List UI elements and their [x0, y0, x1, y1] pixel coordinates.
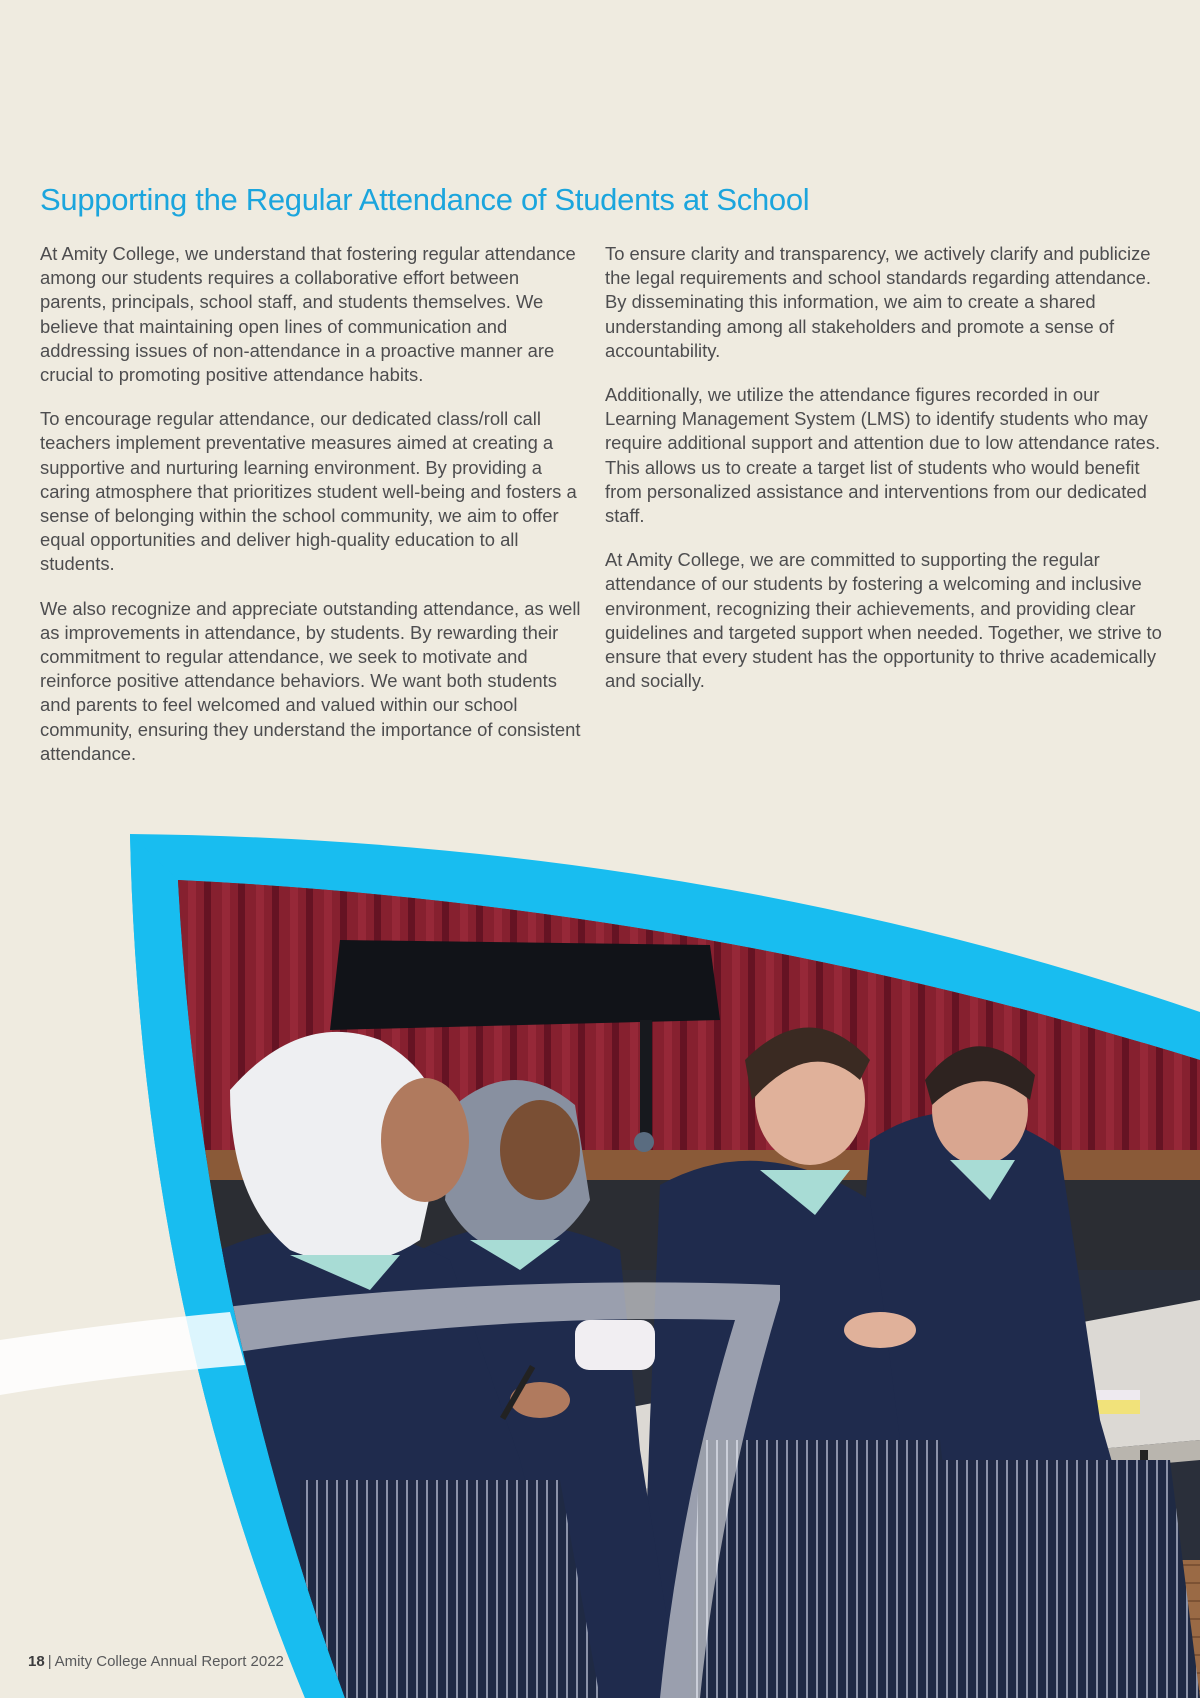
paragraph-recognition: We also recognize and appreciate outstanding attendance, as well as improvements in attendance, by students. By rewarding their commitment to regular attendance, we seek to motivate and reinforce positive attendance behaviors. We want both students and parents to feel welcomed and valued within our school community, ensuring they understand the importance of consistent attendance. — [40, 597, 581, 764]
publication-name: Amity College Annual Report 2022 — [54, 1653, 284, 1670]
paragraph-lms-figures: Additionally, we utilize the attendance figures recorded in our Learning Management System (LMS) to identify students who may require additional support and attention due to low attendance rates. This allows us to create a target list of students who would benefit from personalized assistance and interventions from our dedicated staff. — [605, 384, 1161, 527]
page-number: 18 — [28, 1653, 45, 1670]
paragraph-preventative-measures: To encourage regular attendance, our dedicated class/roll call teachers implement preventative measures aimed at creating a supportive and nurturing learning environment. By providing a caring atmosphere that prioritizes student well-being and fosters a sense of belonging within the school community, we aim to offer equal opportunities and deliver high-quality education to all students. — [40, 408, 577, 575]
left-column — [40, 242, 590, 786]
right-column — [605, 242, 1165, 713]
paragraph-commitment: At Amity College, we are committed to supporting the regular attendance of our students by fostering a welcoming and inclusive environment, recognizing their achievements, and providing clear guidelines and targeted support when needed. Together, we strive to ensure that every student has the opportunity to thrive academically and socially. — [605, 549, 1162, 692]
students-photo-frame — [0, 820, 1200, 1698]
section-title: Supporting the Regular Attendance of Students at School — [40, 182, 810, 217]
paragraph-collaboration: At Amity College, we understand that fostering regular attendance among our students requires a collaborative effort between parents, principals, school staff, and students themselves. We believe that maintaining open lines of communication and addressing issues of non-attendance in a proactive manner are crucial to promoting positive attendance habits. — [40, 243, 576, 386]
footer-separator: | — [47, 1653, 52, 1670]
page-footer — [28, 1653, 284, 1670]
paragraph-transparency: To ensure clarity and transparency, we actively clarify and publicize the legal requirements and school standards regarding attendance. By disseminating this information, we aim to create a shared understanding among all stakeholders and promote a sense of accountability. — [605, 243, 1151, 361]
